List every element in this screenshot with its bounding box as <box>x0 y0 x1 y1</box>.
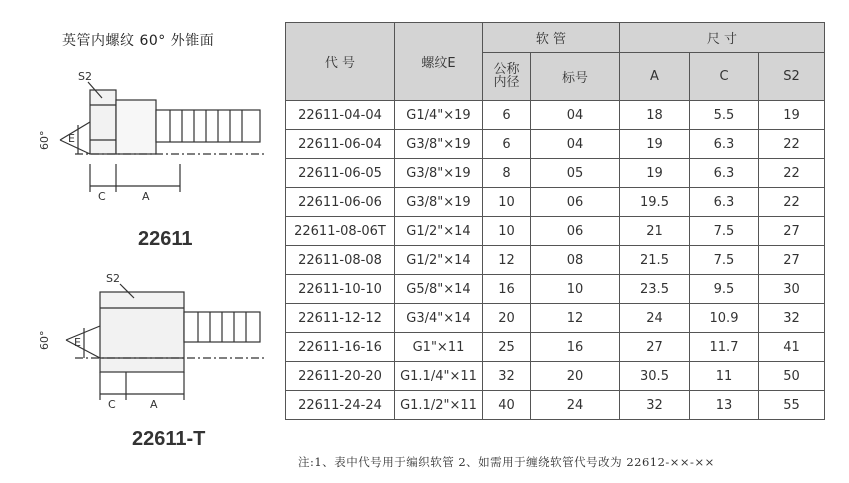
cell-s2: 55 <box>759 391 825 420</box>
cell-thread: G5/8"×14 <box>395 275 483 304</box>
cell-code: 22611-16-16 <box>286 333 395 362</box>
cell-a: 27 <box>620 333 690 362</box>
cell-nominal: 6 <box>483 101 531 130</box>
e-label: E <box>68 132 75 145</box>
cell-c: 6.3 <box>690 159 759 188</box>
table-row <box>286 275 825 304</box>
cell-a: 23.5 <box>620 275 690 304</box>
cell-c: 11.7 <box>690 333 759 362</box>
cell-nominal: 8 <box>483 159 531 188</box>
cell-mark: 16 <box>531 333 620 362</box>
model-label-22611: 22611 <box>138 228 193 250</box>
cell-mark: 20 <box>531 362 620 391</box>
cell-nominal: 16 <box>483 275 531 304</box>
cell-c: 6.3 <box>690 130 759 159</box>
cell-a: 19 <box>620 159 690 188</box>
e-label: E <box>74 336 81 349</box>
c-label: C <box>98 190 106 203</box>
header-mark: 标号 <box>531 53 620 101</box>
footnote: 注:1、表中代号用于编织软管 2、如需用于缠绕软管代号改为 22612-××-×× <box>298 455 715 469</box>
fitting-drawing-22611-t <box>30 268 270 418</box>
model-label-22611-t: 22611-T <box>132 428 206 450</box>
cell-nominal: 12 <box>483 246 531 275</box>
cell-code: 22611-06-06 <box>286 188 395 217</box>
cell-s2: 27 <box>759 246 825 275</box>
cell-s2: 30 <box>759 275 825 304</box>
cell-c: 5.5 <box>690 101 759 130</box>
cell-code: 22611-04-04 <box>286 101 395 130</box>
table-row <box>286 217 825 246</box>
s2-label: S2 <box>78 70 92 83</box>
cell-s2: 19 <box>759 101 825 130</box>
cell-mark: 24 <box>531 391 620 420</box>
cell-s2: 22 <box>759 188 825 217</box>
angle-label: 60° <box>38 330 51 350</box>
angle-label: 60° <box>38 130 51 150</box>
header-a: A <box>620 53 690 101</box>
cell-c: 10.9 <box>690 304 759 333</box>
cell-nominal: 32 <box>483 362 531 391</box>
cell-mark: 06 <box>531 188 620 217</box>
table-row <box>286 188 825 217</box>
cell-a: 21 <box>620 217 690 246</box>
cell-a: 21.5 <box>620 246 690 275</box>
cell-thread: G3/8"×19 <box>395 130 483 159</box>
cell-s2: 50 <box>759 362 825 391</box>
cell-s2: 41 <box>759 333 825 362</box>
fitting-drawing-22611 <box>30 60 270 210</box>
cell-s2: 27 <box>759 217 825 246</box>
table-row <box>286 101 825 130</box>
header-s2: S2 <box>759 53 825 101</box>
cell-c: 11 <box>690 362 759 391</box>
cell-thread: G1.1/2"×11 <box>395 391 483 420</box>
header-nominal: 公称 内径 <box>483 53 531 101</box>
cell-a: 18 <box>620 101 690 130</box>
table-row <box>286 333 825 362</box>
cell-mark: 12 <box>531 304 620 333</box>
table-row <box>286 391 825 420</box>
cell-code: 22611-06-05 <box>286 159 395 188</box>
cell-c: 9.5 <box>690 275 759 304</box>
cell-nominal: 6 <box>483 130 531 159</box>
table-row <box>286 362 825 391</box>
s2-label: S2 <box>106 272 120 285</box>
cell-thread: G3/8"×19 <box>395 188 483 217</box>
cell-a: 19 <box>620 130 690 159</box>
cell-code: 22611-08-08 <box>286 246 395 275</box>
cell-c: 6.3 <box>690 188 759 217</box>
cell-thread: G1/4"×19 <box>395 101 483 130</box>
cell-mark: 08 <box>531 246 620 275</box>
cell-code: 22611-12-12 <box>286 304 395 333</box>
cell-mark: 04 <box>531 101 620 130</box>
a-label: A <box>150 398 158 411</box>
cell-s2: 32 <box>759 304 825 333</box>
cell-c: 13 <box>690 391 759 420</box>
cell-code: 22611-20-20 <box>286 362 395 391</box>
cell-code: 22611-06-04 <box>286 130 395 159</box>
diagram-title: 英管内螺纹 60° 外锥面 <box>62 33 215 49</box>
cell-nominal: 40 <box>483 391 531 420</box>
cell-mark: 10 <box>531 275 620 304</box>
spec-table <box>285 22 825 420</box>
header-c: C <box>690 53 759 101</box>
cell-c: 7.5 <box>690 217 759 246</box>
table-row <box>286 246 825 275</box>
table-row <box>286 130 825 159</box>
cell-thread: G1"×11 <box>395 333 483 362</box>
cell-a: 30.5 <box>620 362 690 391</box>
cell-nominal: 10 <box>483 188 531 217</box>
header-size: 尺 寸 <box>620 23 825 53</box>
cell-mark: 06 <box>531 217 620 246</box>
cell-nominal: 25 <box>483 333 531 362</box>
cell-a: 19.5 <box>620 188 690 217</box>
cell-thread: G1/2"×14 <box>395 246 483 275</box>
header-code: 代 号 <box>286 23 395 101</box>
header-thread: 螺纹E <box>395 23 483 101</box>
a-label: A <box>142 190 150 203</box>
cell-thread: G3/4"×14 <box>395 304 483 333</box>
cell-code: 22611-10-10 <box>286 275 395 304</box>
cell-code: 22611-08-06T <box>286 217 395 246</box>
table-row <box>286 304 825 333</box>
header-hose: 软 管 <box>483 23 620 53</box>
cell-nominal: 20 <box>483 304 531 333</box>
cell-s2: 22 <box>759 159 825 188</box>
cell-code: 22611-24-24 <box>286 391 395 420</box>
cell-a: 24 <box>620 304 690 333</box>
cell-nominal: 10 <box>483 217 531 246</box>
cell-thread: G1.1/4"×11 <box>395 362 483 391</box>
table-row <box>286 159 825 188</box>
cell-mark: 04 <box>531 130 620 159</box>
cell-thread: G1/2"×14 <box>395 217 483 246</box>
cell-a: 32 <box>620 391 690 420</box>
c-label: C <box>108 398 116 411</box>
cell-c: 7.5 <box>690 246 759 275</box>
cell-thread: G3/8"×19 <box>395 159 483 188</box>
cell-mark: 05 <box>531 159 620 188</box>
cell-s2: 22 <box>759 130 825 159</box>
